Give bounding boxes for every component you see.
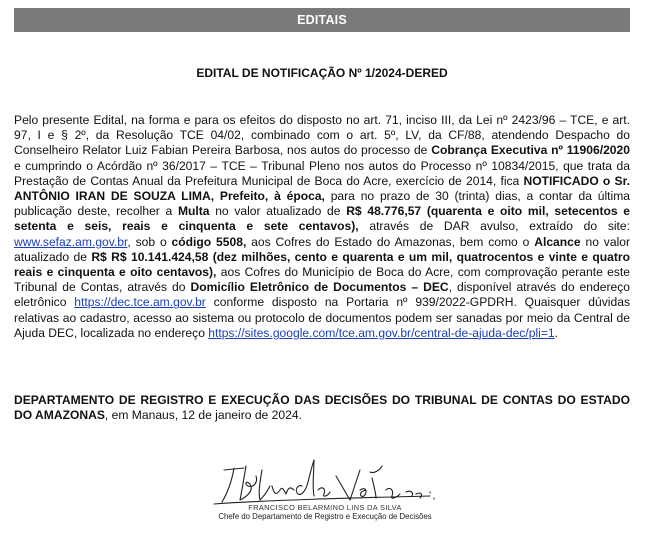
reach-amount: R$ R$ 10.141.424,58 (dez milhões, cento e quarenta e um mil, quatrocentos e vinte e quatro reais e cinquenta e oito centavos),	[14, 249, 631, 280]
process-number: Cobrança Executiva nº 11906/2020	[431, 143, 630, 158]
issuing-department	[14, 393, 630, 423]
body-text: e cumprindo o Acórdão nº 36/2017 – TCE – Tribunal Pleno nos autos do Processo nº 10834/2015, que trata da Prestação de Contas Anual da Prefeitura Municipal de Boca do Acre, exercício de 2014, fica	[14, 158, 630, 188]
section-banner	[14, 8, 630, 32]
dar-code: código 5508,	[171, 234, 247, 249]
body-text: para no prazo de 30 (trinta) dias, a contar da última publicação deste, recolher a	[14, 189, 630, 219]
fine-amount: R$ 48.776,57 (quarenta e oito mil, setecentos e setenta e seis, reais e cinquenta e sete centavos),	[14, 204, 630, 234]
body-text: , sob o	[127, 234, 172, 249]
body-text: Pelo presente Edital, na forma e para os efeitos do disposto no art. 71, inciso III, da Lei nº 2423/96 – TCE, e art. 97, I e § 2º, da Resolução TCE 04/02, combinado com o art. 5º, LV, da CF/88, atendendo Despacho do Conselheiro Relator Luiz Fabian Pereira Barbosa, nos autos do processo de	[14, 113, 630, 158]
signer-role: Chefe do Departamento de Registro e Execução de Decisões	[218, 512, 432, 521]
body-text: aos Cofres do Estado do Amazonas, bem como o	[246, 234, 535, 249]
body-text: aos Cofres do Município de Boca do Acre, com comprovação perante este Tribunal de Contas, através do	[14, 265, 631, 295]
department-name: DEPARTAMENTO DE REGISTRO E EXECUÇÃO DAS DECISÕES DO TRIBUNAL DE CONTAS DO ESTADO DO AMAZONAS	[14, 393, 630, 423]
help-center-link[interactable]: https://sites.google.com/tce.am.gov.br/central-de-ajuda-dec/pli=1	[208, 325, 555, 340]
sefaz-link[interactable]: www.sefaz.am.gov.br	[14, 234, 128, 249]
signature-block	[190, 452, 460, 532]
place-date: , em Manaus, 12 de janeiro de 2024.	[104, 408, 302, 423]
body-text: através de DAR avulso, extraído do site:	[358, 219, 630, 234]
document-title: EDITAL DE NOTIFICAÇÃO Nº 1/2024-DERED	[196, 66, 448, 80]
handwritten-signature	[210, 456, 450, 508]
notified-person: NOTIFICADO o Sr. ANTÔNIO IRAN DE SOUZA LIMA, Prefeito, à época,	[14, 173, 630, 204]
body-text: .	[554, 325, 558, 340]
dec-link[interactable]: https://dec.tce.am.gov.br	[74, 295, 206, 310]
reach-label: Alcance	[534, 234, 581, 249]
dec-name: Domicílio Eletrônico de Documentos – DEC	[190, 280, 449, 295]
fine-label: Multa	[177, 204, 210, 219]
notice-body	[14, 113, 630, 341]
body-text: conforme disposto na Portaria nº 939/2022-GPDRH. Quaisquer dúvidas relativas ao cadastro, acesso ao sistema ou protocolo de documentos podem ser sanadas por meio da Central de Ajuda DEC, localizada no endereço	[14, 295, 630, 340]
banner-label: EDITAIS	[297, 13, 347, 27]
body-text: , disponível através do endereço eletrônico	[14, 280, 630, 310]
body-text: no valor atualizado de	[209, 204, 347, 219]
signer-name: FRANCISCO BELARMINO LINS DA SILVA	[248, 503, 402, 512]
body-text: no valor atualizado de	[14, 234, 631, 264]
